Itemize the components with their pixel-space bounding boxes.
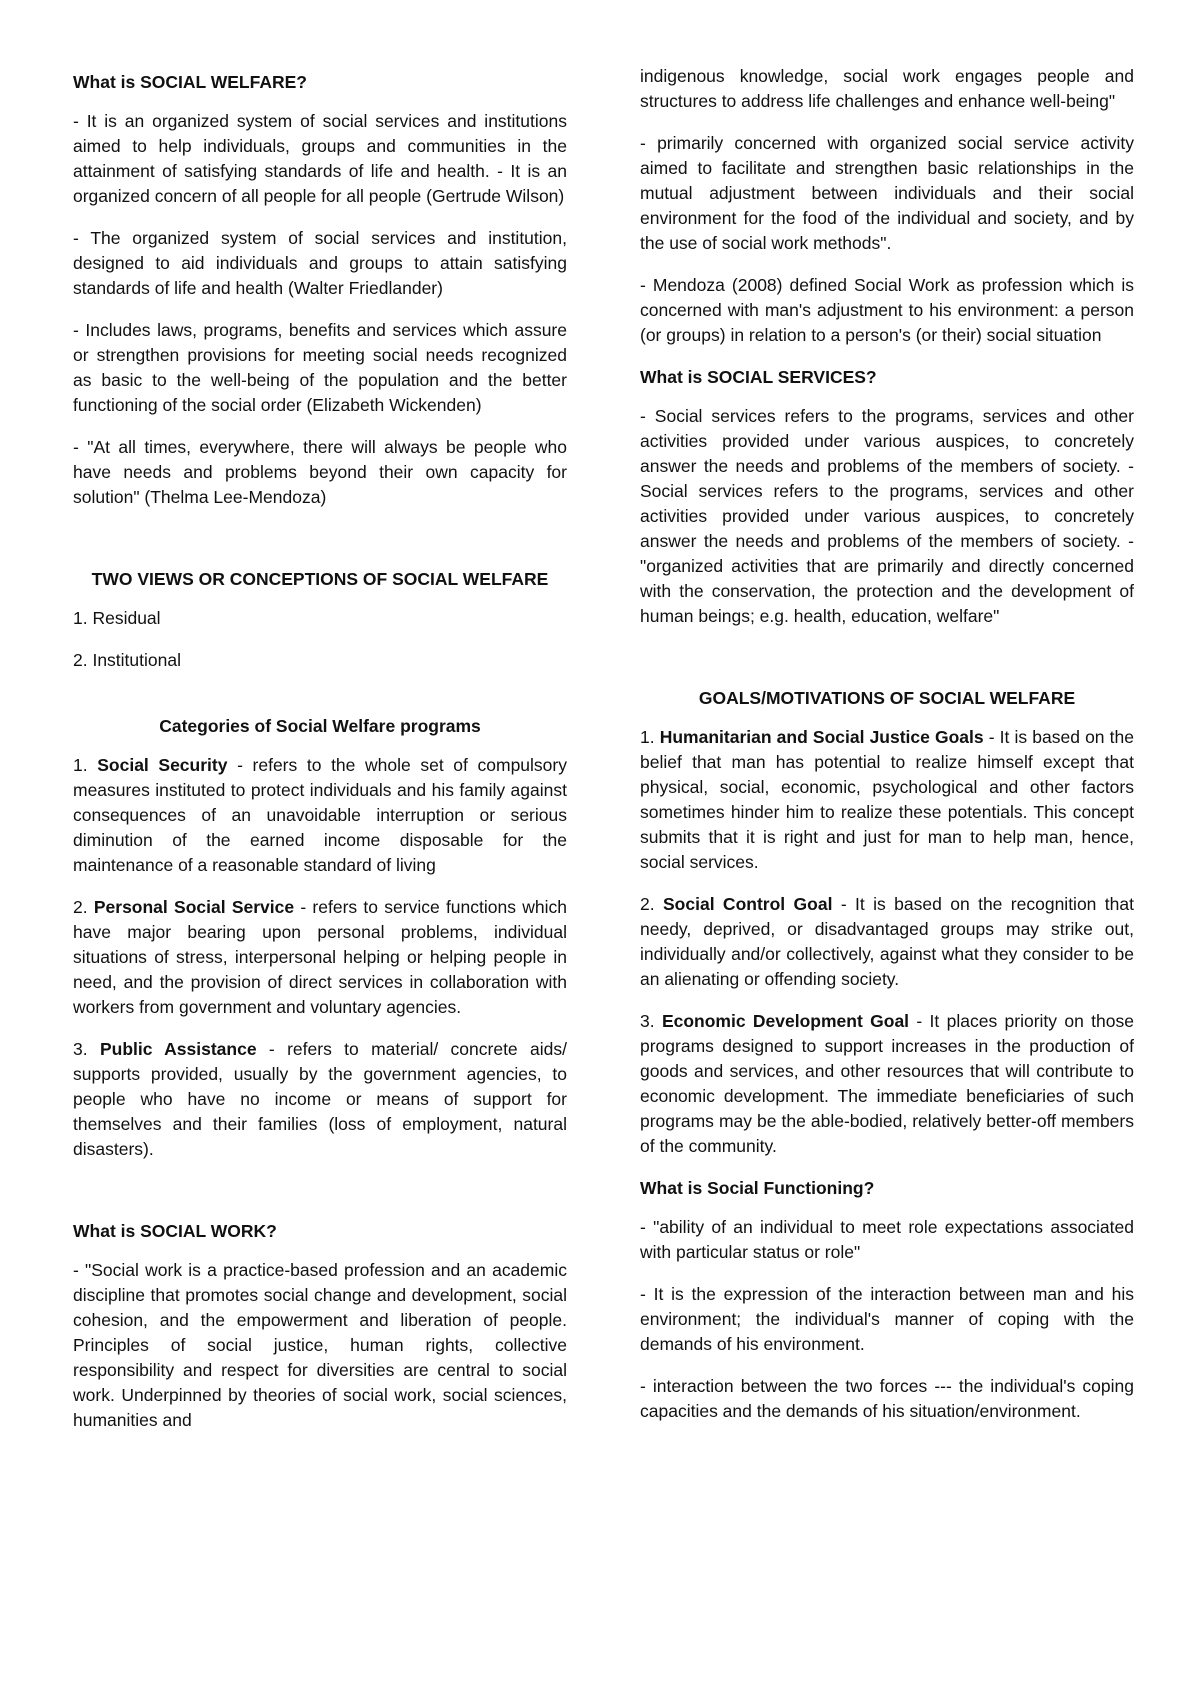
goal-item-economic-development xyxy=(640,1009,1134,1159)
category-number: 1. xyxy=(73,755,88,775)
category-text: - refers to the whole set of compulsory measures instituted to protect individuals and his family against consequences of an unavoidable interruption or serious diminution of the earned income disposable for the maintenance of a reasonable standard of living xyxy=(73,755,567,875)
list-item-institutional: 2. Institutional xyxy=(73,650,181,670)
category-item-public-assistance xyxy=(73,1037,567,1162)
goal-text: - It places priority on those programs designed to support increases in the production of goods and services, and other resources that will contribute to economic development. The immediate beneficiaries of such programs may be the able-bodied, relatively better-off members of the community. xyxy=(640,1011,1134,1156)
category-number: 2. xyxy=(73,897,88,917)
goal-number: 1. xyxy=(640,727,655,747)
social-welfare-paragraph: - Includes laws, programs, benefits and services which assure or strengthen provisions for meeting social needs recognized as basic to the well-being of the population and the better functioning of the social order (Elizabeth Wickenden) xyxy=(73,320,567,415)
heading-social-work: What is SOCIAL WORK? xyxy=(73,1221,277,1241)
goal-title: Economic Development Goal xyxy=(661,1011,910,1031)
social-functioning-paragraph: - It is the expression of the interaction between man and his environment; the individual's manner of coping with the demands of his environment. xyxy=(640,1284,1134,1354)
social-services-paragraph: - Social services refers to the programs, services and other activities provided under various auspices, to concretely answer the needs and problems of the members of society. - Social services refers to the programs, services and other activities provided under various auspices, to concretely answer the needs and problems of the members of society. - "organized activities that are primarily and directly concerned with the conservation, the protection and the development of human beings; e.g. health, education, welfare" xyxy=(640,406,1134,626)
goal-title: Humanitarian and Social Justice Goals xyxy=(659,727,984,747)
section-spacer xyxy=(73,527,567,567)
category-title: Personal Social Service xyxy=(93,897,295,917)
goal-number: 2. xyxy=(640,894,655,914)
category-title: Social Security xyxy=(97,755,228,775)
category-item-social-security xyxy=(73,753,567,878)
goal-title: Social Control Goal xyxy=(663,894,833,914)
section-spacer xyxy=(640,646,1134,686)
right-column xyxy=(640,66,1134,1441)
goal-item-humanitarian xyxy=(640,725,1134,875)
goal-item-social-control xyxy=(640,892,1134,992)
category-item-personal-social-service xyxy=(73,895,567,1020)
section-spacer xyxy=(73,1179,567,1219)
heading-goals: GOALS/MOTIVATIONS OF SOCIAL WELFARE xyxy=(698,688,1076,708)
social-welfare-paragraph: - It is an organized system of social services and institutions aimed to help individuals, groups and communities in the attainment of satisfying standards of life and health. - It is an organized concern of all people for all people (Gertrude Wilson) xyxy=(73,111,567,206)
section-spacer xyxy=(73,690,567,714)
social-welfare-paragraph: - "At all times, everywhere, there will always be people who have needs and problems beyond their own capacity for solution" (Thelma Lee-Mendoza) xyxy=(73,437,567,507)
social-work-paragraph-continued: indigenous knowledge, social work engages people and structures to address life challenges and enhance well-being" xyxy=(640,66,1134,111)
left-column xyxy=(73,70,567,1450)
goal-text: - It is based on the belief that man has potential to realize himself except that physical, social, economic, psychological and other factors sometimes hinder him to realize these potentials. This concept submits that it is right and just for man to help man, hence, social services. xyxy=(640,727,1134,872)
social-welfare-paragraph: - The organized system of social services and institution, designed to aid individuals and groups to attain satisfying standards of life and health (Walter Friedlander) xyxy=(73,228,567,298)
social-functioning-paragraph: - interaction between the two forces --- the individual's coping capacities and the demands of his situation/environment. xyxy=(640,1376,1134,1421)
heading-social-services: What is SOCIAL SERVICES? xyxy=(640,367,877,387)
category-number: 3. xyxy=(73,1039,88,1059)
category-text: - refers to service functions which have major bearing upon personal problems, individual situations of stress, interpersonal helping or helping people in need, and the provision of direct services in collaboration with workers from government and voluntary agencies. xyxy=(73,897,567,1017)
goal-number: 3. xyxy=(640,1011,655,1031)
list-item-residual: 1. Residual xyxy=(73,608,161,628)
category-title: Public Assistance xyxy=(99,1039,257,1059)
social-work-paragraph: - Mendoza (2008) defined Social Work as profession which is concerned with man's adjustment to his environment: a person (or groups) in relation to a person's (or their) social situation xyxy=(640,275,1134,345)
social-work-paragraph: - "Social work is a practice-based profession and an academic discipline that promotes social change and development, social cohesion, and the empowerment and liberation of people. Principles of social justice, human rights, collective responsibility and respect for diversities are central to social work. Underpinned by theories of social work, social sciences, humanities and xyxy=(73,1260,567,1430)
goal-text: - It is based on the recognition that needy, deprived, or disadvantaged groups may strike out, individually and/or collectively, against what they consider to be an alienating or offending society. xyxy=(640,894,1134,989)
heading-categories: Categories of Social Welfare programs xyxy=(159,716,481,736)
heading-social-functioning: What is Social Functioning? xyxy=(640,1178,875,1198)
category-text: - refers to material/ concrete aids/ supports provided, usually by the government agencies, to people who have no income or means of support for themselves and their families (loss of employment, natural disasters). xyxy=(73,1039,567,1159)
heading-two-views: TWO VIEWS OR CONCEPTIONS OF SOCIAL WELFARE xyxy=(91,569,549,589)
social-work-paragraph: - primarily concerned with organized social service activity aimed to facilitate and strengthen basic relationships in the mutual adjustment between individuals and their social environment for the food of the individual and society, and by the use of social work methods". xyxy=(640,133,1134,253)
social-functioning-paragraph: - "ability of an individual to meet role expectations associated with particular status or role" xyxy=(640,1217,1134,1262)
heading-social-welfare: What is SOCIAL WELFARE? xyxy=(73,72,307,92)
